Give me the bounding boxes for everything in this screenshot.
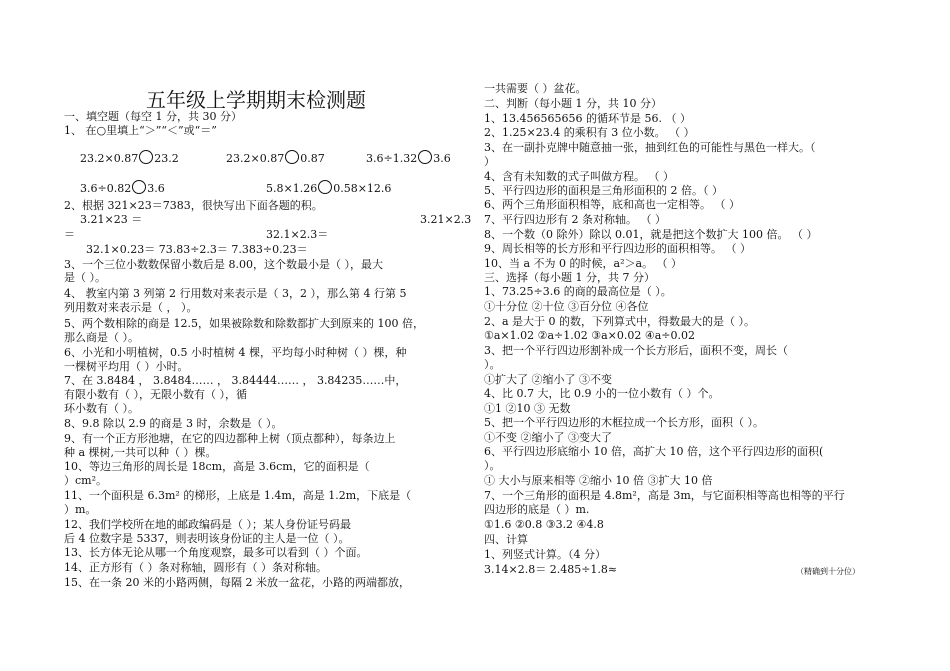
question-text: 5、平行四边形的面积是三角形面积的 2 倍。（ ） — [484, 184, 723, 197]
question-text: 四边形的底是（ ）m. — [484, 503, 590, 516]
question-text: 5、两个数相除的商是 12.5，如果被除数和除数都扩大到原来的 100 倍， — [64, 317, 424, 330]
question-text: 12、我们学校所在地的邮政编码是（ ）；某人身份证号码最 — [64, 518, 351, 531]
compare-item: 23.2×0.87 23.2 — [80, 152, 179, 165]
option-row: ① 大小与原来相等 ②缩小 10 倍 ③扩大 10 倍 — [484, 474, 713, 487]
question-text: 9、有一个正方形池塘，在它的四边都种上树（顶点都种），每条边上 — [64, 432, 396, 445]
question-text: 8、9.8 除以 2.9 的商是 3 时，余数是（ ）。 — [64, 417, 283, 430]
option-row: ①1.6 ②0.8 ③3.2 ④4.8 — [484, 518, 604, 531]
compare-item: 3.6÷1.32 3.6 — [366, 152, 451, 165]
option-row: ①不变 ②缩小了 ③变大了 — [484, 431, 612, 444]
section-heading-choice: 三、选择（每小题 1 分，共 7 分） — [484, 271, 655, 284]
question-text: 3.21×2.3 — [420, 213, 472, 226]
circle-blank-icon[interactable] — [318, 180, 332, 194]
question-text: 列用数对来表示是（ ， ）。 — [64, 301, 198, 314]
question-text: ）。 — [484, 358, 501, 371]
compare-item: 3.6÷0.82 3.6 — [80, 182, 165, 195]
question-text: 3、一个三位小数数保留小数后是 8.00，这个数最小是（ ），最大 — [64, 258, 383, 271]
question-text: 13、长方体无论从哪一个角度观察，最多可以看到（ ）个面。 — [64, 546, 368, 559]
question-text: 有限小数有（ ），无限小数有（ ），循 — [64, 388, 247, 401]
question-text: ）cm²。 — [64, 474, 108, 487]
question-text: 1、13.456565656 的循环节是 56. （ ） — [484, 112, 691, 125]
question-text: 环小数有（ ）。 — [64, 402, 139, 415]
precision-note: （精确到十分位） — [796, 567, 860, 576]
circle-blank-icon[interactable] — [139, 150, 153, 164]
page-title: 五年级上学期期末检测题 — [146, 88, 366, 112]
circle-blank-icon[interactable] — [132, 180, 146, 194]
question-text: 那么商是（ ）。 — [64, 331, 139, 344]
question-text: ＝ — [64, 228, 75, 241]
question-text: 4、含有未知数的式子叫做方程。 （ ） — [484, 170, 674, 183]
question-text: 种 a 棵树,一共可以种（ ）棵。 — [64, 446, 217, 459]
question-text: 32.1×2.3＝ — [266, 228, 329, 241]
question-text: 1、 在○里填上“＞”“＜”或“＝” — [64, 124, 217, 137]
question-text: 10、等边三角形的周长是 18cm，高是 3.6cm，它的面积是（ — [64, 460, 370, 473]
question-text: 11、一个面积是 6.3m² 的梯形，上底是 1.4m，高是 1.2m，下底是（ — [64, 489, 412, 502]
option-row: ①扩大了 ②缩小了 ③不变 — [484, 373, 612, 386]
option-row: ①十分位 ②十位 ③百分位 ④各位 — [484, 300, 649, 313]
question-text: 2、根据 321×23＝7383，很快写出下面各题的积。 — [64, 199, 323, 212]
question-text: 后 4 位数字是 5337，则表明该身份证的主人是一位（ ）。 — [64, 532, 350, 545]
question-text: 是（ ）。 — [64, 271, 106, 284]
option-row: ①a×1.02 ②a÷1.02 ③a×0.02 ④a÷0.02 — [484, 329, 696, 342]
compare-item: 23.2×0.87 0.87 — [226, 152, 325, 165]
question-text: 3、把一个平行四边形割补成一个长方形后，面积不变，周长（ — [484, 344, 788, 357]
question-text: 1、73.25÷3.6 的商的最高位是（ ）。 — [484, 285, 672, 298]
option-row: ①1 ②10 ③ 无数 — [484, 402, 571, 415]
question-text: 2、1.25×23.4 的乘积有 3 位小数。 （ ） — [484, 126, 695, 139]
question-text: 一共需要（ ）盆花。 — [484, 82, 587, 95]
section-heading-calc: 四、计算 — [484, 533, 528, 546]
question-text: ）m。 — [64, 503, 97, 516]
question-text: 10、当 a 不为 0 的时候，a²＞a。 （ ） — [484, 257, 683, 270]
question-text: 8、一个数（0 除外）除以 0.01，就是把这个数扩大 100 倍。 （ ） — [484, 228, 818, 241]
question-text: 5、把一个平行四边形的木框拉成一个长方形，面积（ ）。 — [484, 416, 764, 429]
question-text: 1、列竖式计算。（4 分） — [484, 548, 606, 561]
question-text: ） — [484, 155, 495, 168]
question-text: 3.21×23 ＝ — [80, 213, 143, 226]
question-text: 6、平行四边形底缩小 10 倍，高扩大 10 倍，这个平行四边形的面积( — [484, 445, 824, 458]
question-text: 7、在 3.8484 ， 3.8484…… ， 3.84444…… ， 3.84235……中， — [64, 374, 407, 387]
question-text: 15、在一条 20 米的小路两侧，每隔 2 米放一盆花，小路的两端都放， — [64, 576, 410, 589]
question-text: ）。 — [484, 459, 501, 472]
compare-item: 5.8×1.26 0.58×12.6 — [266, 182, 392, 195]
question-text: 一棵树平均用（ ）小时。 — [64, 360, 189, 373]
question-text: 14、正方形有（ ）条对称轴，圆形有（ ）条对称轴。 — [64, 561, 327, 574]
section-heading-judge: 二、判断（每小题 1 分，共 10 分） — [484, 97, 662, 110]
question-text: 4、 教室内第 3 列第 2 行用数对来表示是（ 3，2 ），那么第 4 行第 5 — [64, 287, 407, 300]
circle-blank-icon[interactable] — [418, 150, 432, 164]
question-text: 6、两个三角形面积相等，底和高也一定相等。 （ ） — [484, 198, 740, 211]
question-text: 3、在一副扑克牌中随意抽一张，抽到红色的可能性与黑色一样大。（ — [484, 141, 816, 154]
question-text: 3.14×2.8＝ 2.485÷1.8≈ — [484, 563, 618, 576]
question-text: 9、周长相等的长方形和平行四边形的面积相等。 （ ） — [484, 242, 751, 255]
circle-blank-icon[interactable] — [285, 150, 299, 164]
question-text: 7、平行四边形有 2 条对称轴。 （ ） — [484, 213, 666, 226]
question-text: 4、比 0.7 大，比 0.9 小的一位小数有（ ）个。 — [484, 387, 720, 400]
question-text: 6、小光和小明植树，0.5 小时植树 4 棵，平均每小时种树（ ）棵，种 — [64, 346, 407, 359]
question-text: 32.1×0.23＝ 73.83÷2.3＝ 7.383÷0.23＝ — [86, 243, 308, 256]
section-heading-fill: 一、填空题（每空 1 分，共 30 分） — [64, 110, 242, 123]
question-text: 7、一个三角形的面积是 4.8m²，高是 3m，与它面积相等高也相等的平行 — [484, 489, 845, 502]
question-text: 2、a 是大于 0 的数，下列算式中，得数最大的是（ ）。 — [484, 315, 756, 328]
